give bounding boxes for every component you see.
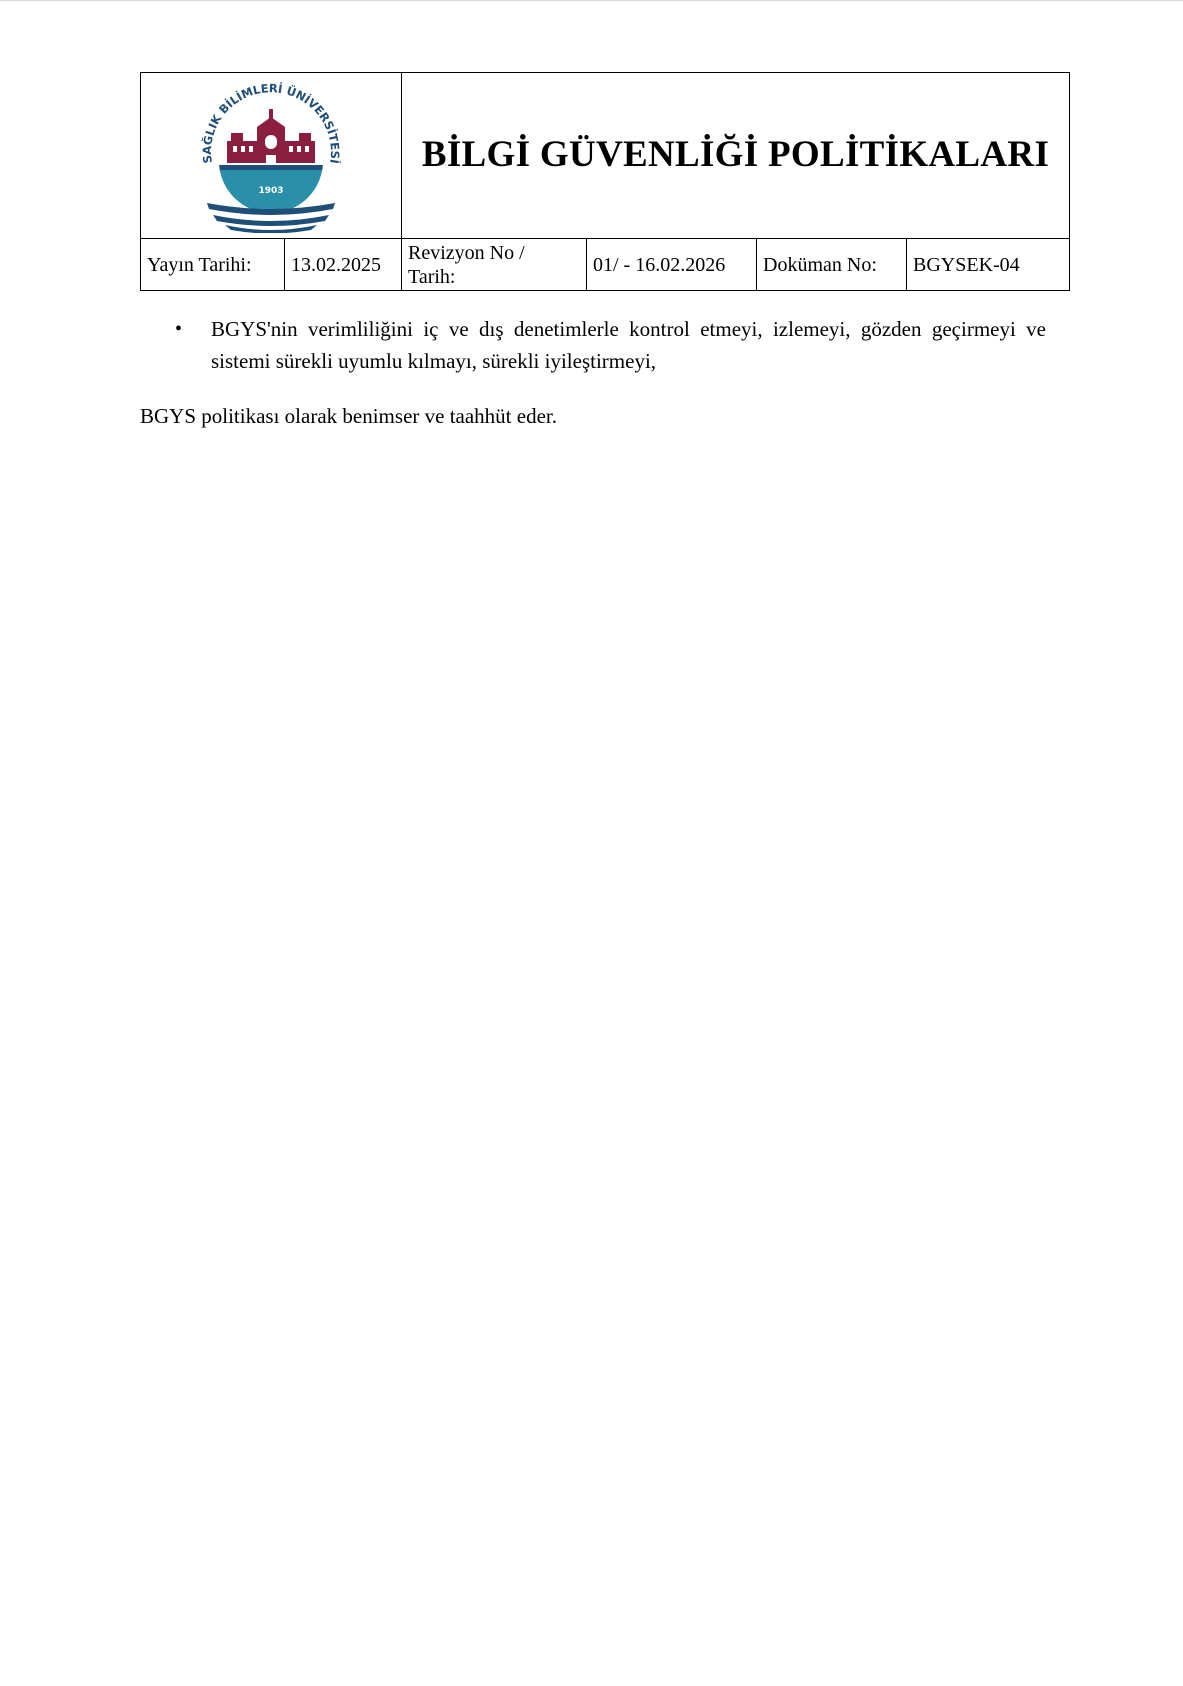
bullet-marker: •	[175, 318, 183, 340]
bullet-text: BGYS'nin verimliliğini iç ve dış denetimlerle kontrol etmeyi, izlemeyi, gözden geçirmeyi ve sistemi sürekli uyumlu kılmayı, sürekli iyileştirmeyi,	[211, 317, 1046, 373]
logo-year: 1903	[258, 186, 284, 196]
university-logo	[191, 73, 351, 233]
logo-arc-text: SAĞLIK BİLİMLERİ ÜNİVERSİTESİ	[199, 81, 343, 165]
document-header-table	[140, 72, 1070, 291]
revision-label-line2: Tarih:	[408, 265, 456, 288]
revision-label-line1: Revizyon No /	[408, 241, 525, 264]
document-title: BİLGİ GÜVENLİĞİ POLİTİKALARI	[421, 134, 1050, 175]
bullet-list	[175, 313, 1046, 377]
closing-statement: BGYS politikası olarak benimser ve taahhüt eder.	[140, 404, 557, 428]
document-no-label: Doküman No:	[757, 239, 907, 291]
revision-label	[402, 239, 587, 291]
document-no-value: BGYSEK-04	[907, 239, 1070, 291]
title-cell	[402, 73, 1070, 239]
publish-date-label: Yayın Tarihi:	[141, 239, 285, 291]
revision-value: 01/ - 16.02.2026	[587, 239, 757, 291]
logo-cell	[141, 73, 402, 239]
publish-date-value: 13.02.2025	[285, 239, 402, 291]
